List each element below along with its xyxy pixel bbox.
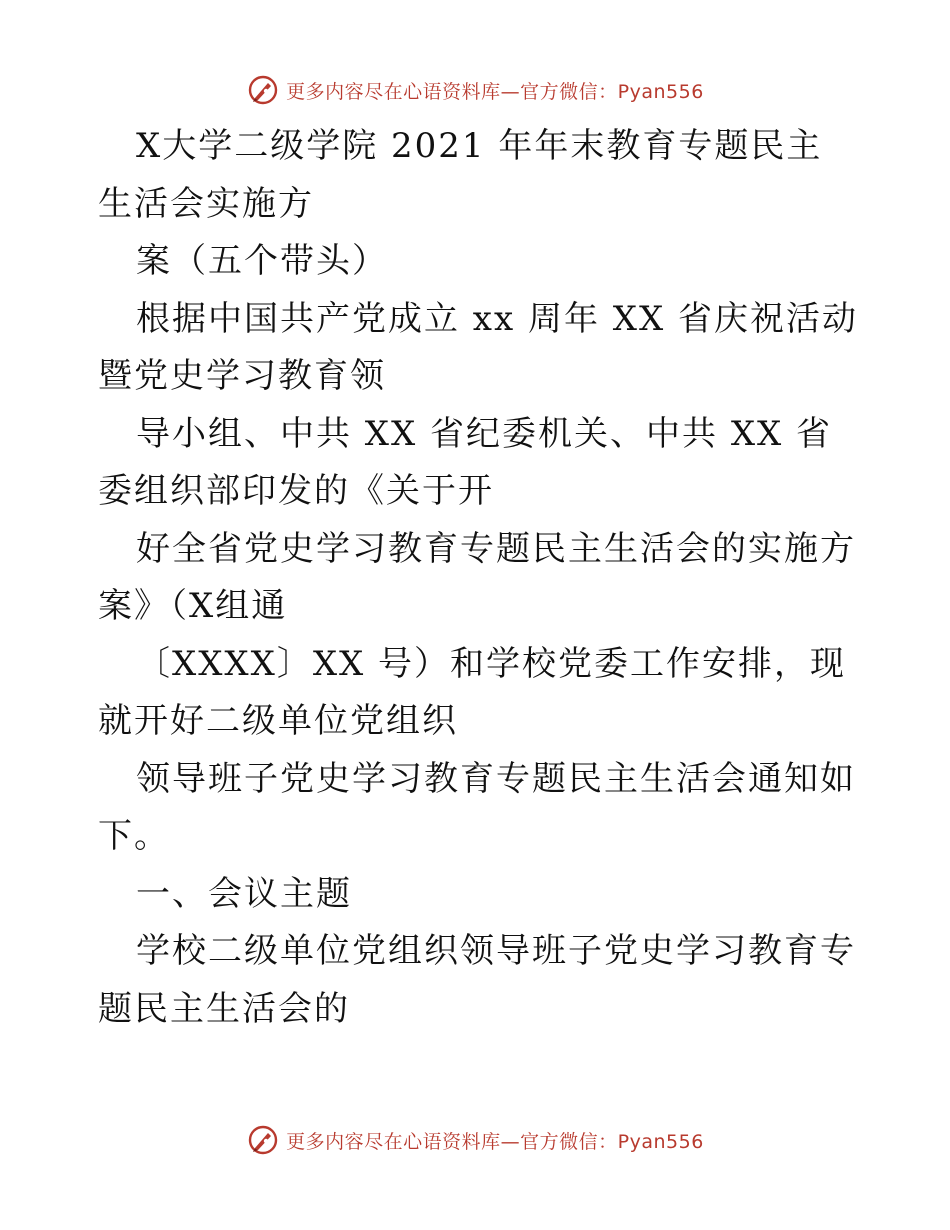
watermark-text: 更多内容尽在心语资料库—官方微信：Pyan556 <box>286 80 704 103</box>
pen-logo-icon <box>246 73 280 107</box>
pen-logo-icon <box>246 1123 280 1157</box>
body-paragraph: 导小组、中共 XX 省纪委机关、中共 XX 省委组织部印发的《关于开 <box>98 413 833 511</box>
document-body <box>98 118 858 1038</box>
body-paragraph: 领导班子党史学习教育专题民主生活会通知如下。 <box>98 758 856 856</box>
watermark-text: 更多内容尽在心语资料库—官方微信：Pyan556 <box>286 1130 704 1153</box>
header-watermark <box>0 70 950 110</box>
body-paragraph: 根据中国共产党成立 xx 周年 XX 省庆祝活动暨党史学习教育领 <box>98 298 858 396</box>
section-heading: 一、会议主题 <box>136 873 352 914</box>
document-title: X大学二级学院 2021 年年末教育专题民主生活会实施方 <box>98 126 823 224</box>
body-paragraph: 好全省党史学习教育专题民主生活会的实施方案》（X组通 <box>98 528 856 626</box>
body-paragraph: 〔XXXX〕XX 号）和学校党委工作安排，现就开好二级单位党组织 <box>98 643 847 741</box>
title-continuation: 案（五个带头） <box>136 241 388 281</box>
footer-watermark <box>0 1120 950 1160</box>
body-paragraph: 学校二级单位党组织领导班子党史学习教育专题民主生活会的 <box>98 931 856 1029</box>
